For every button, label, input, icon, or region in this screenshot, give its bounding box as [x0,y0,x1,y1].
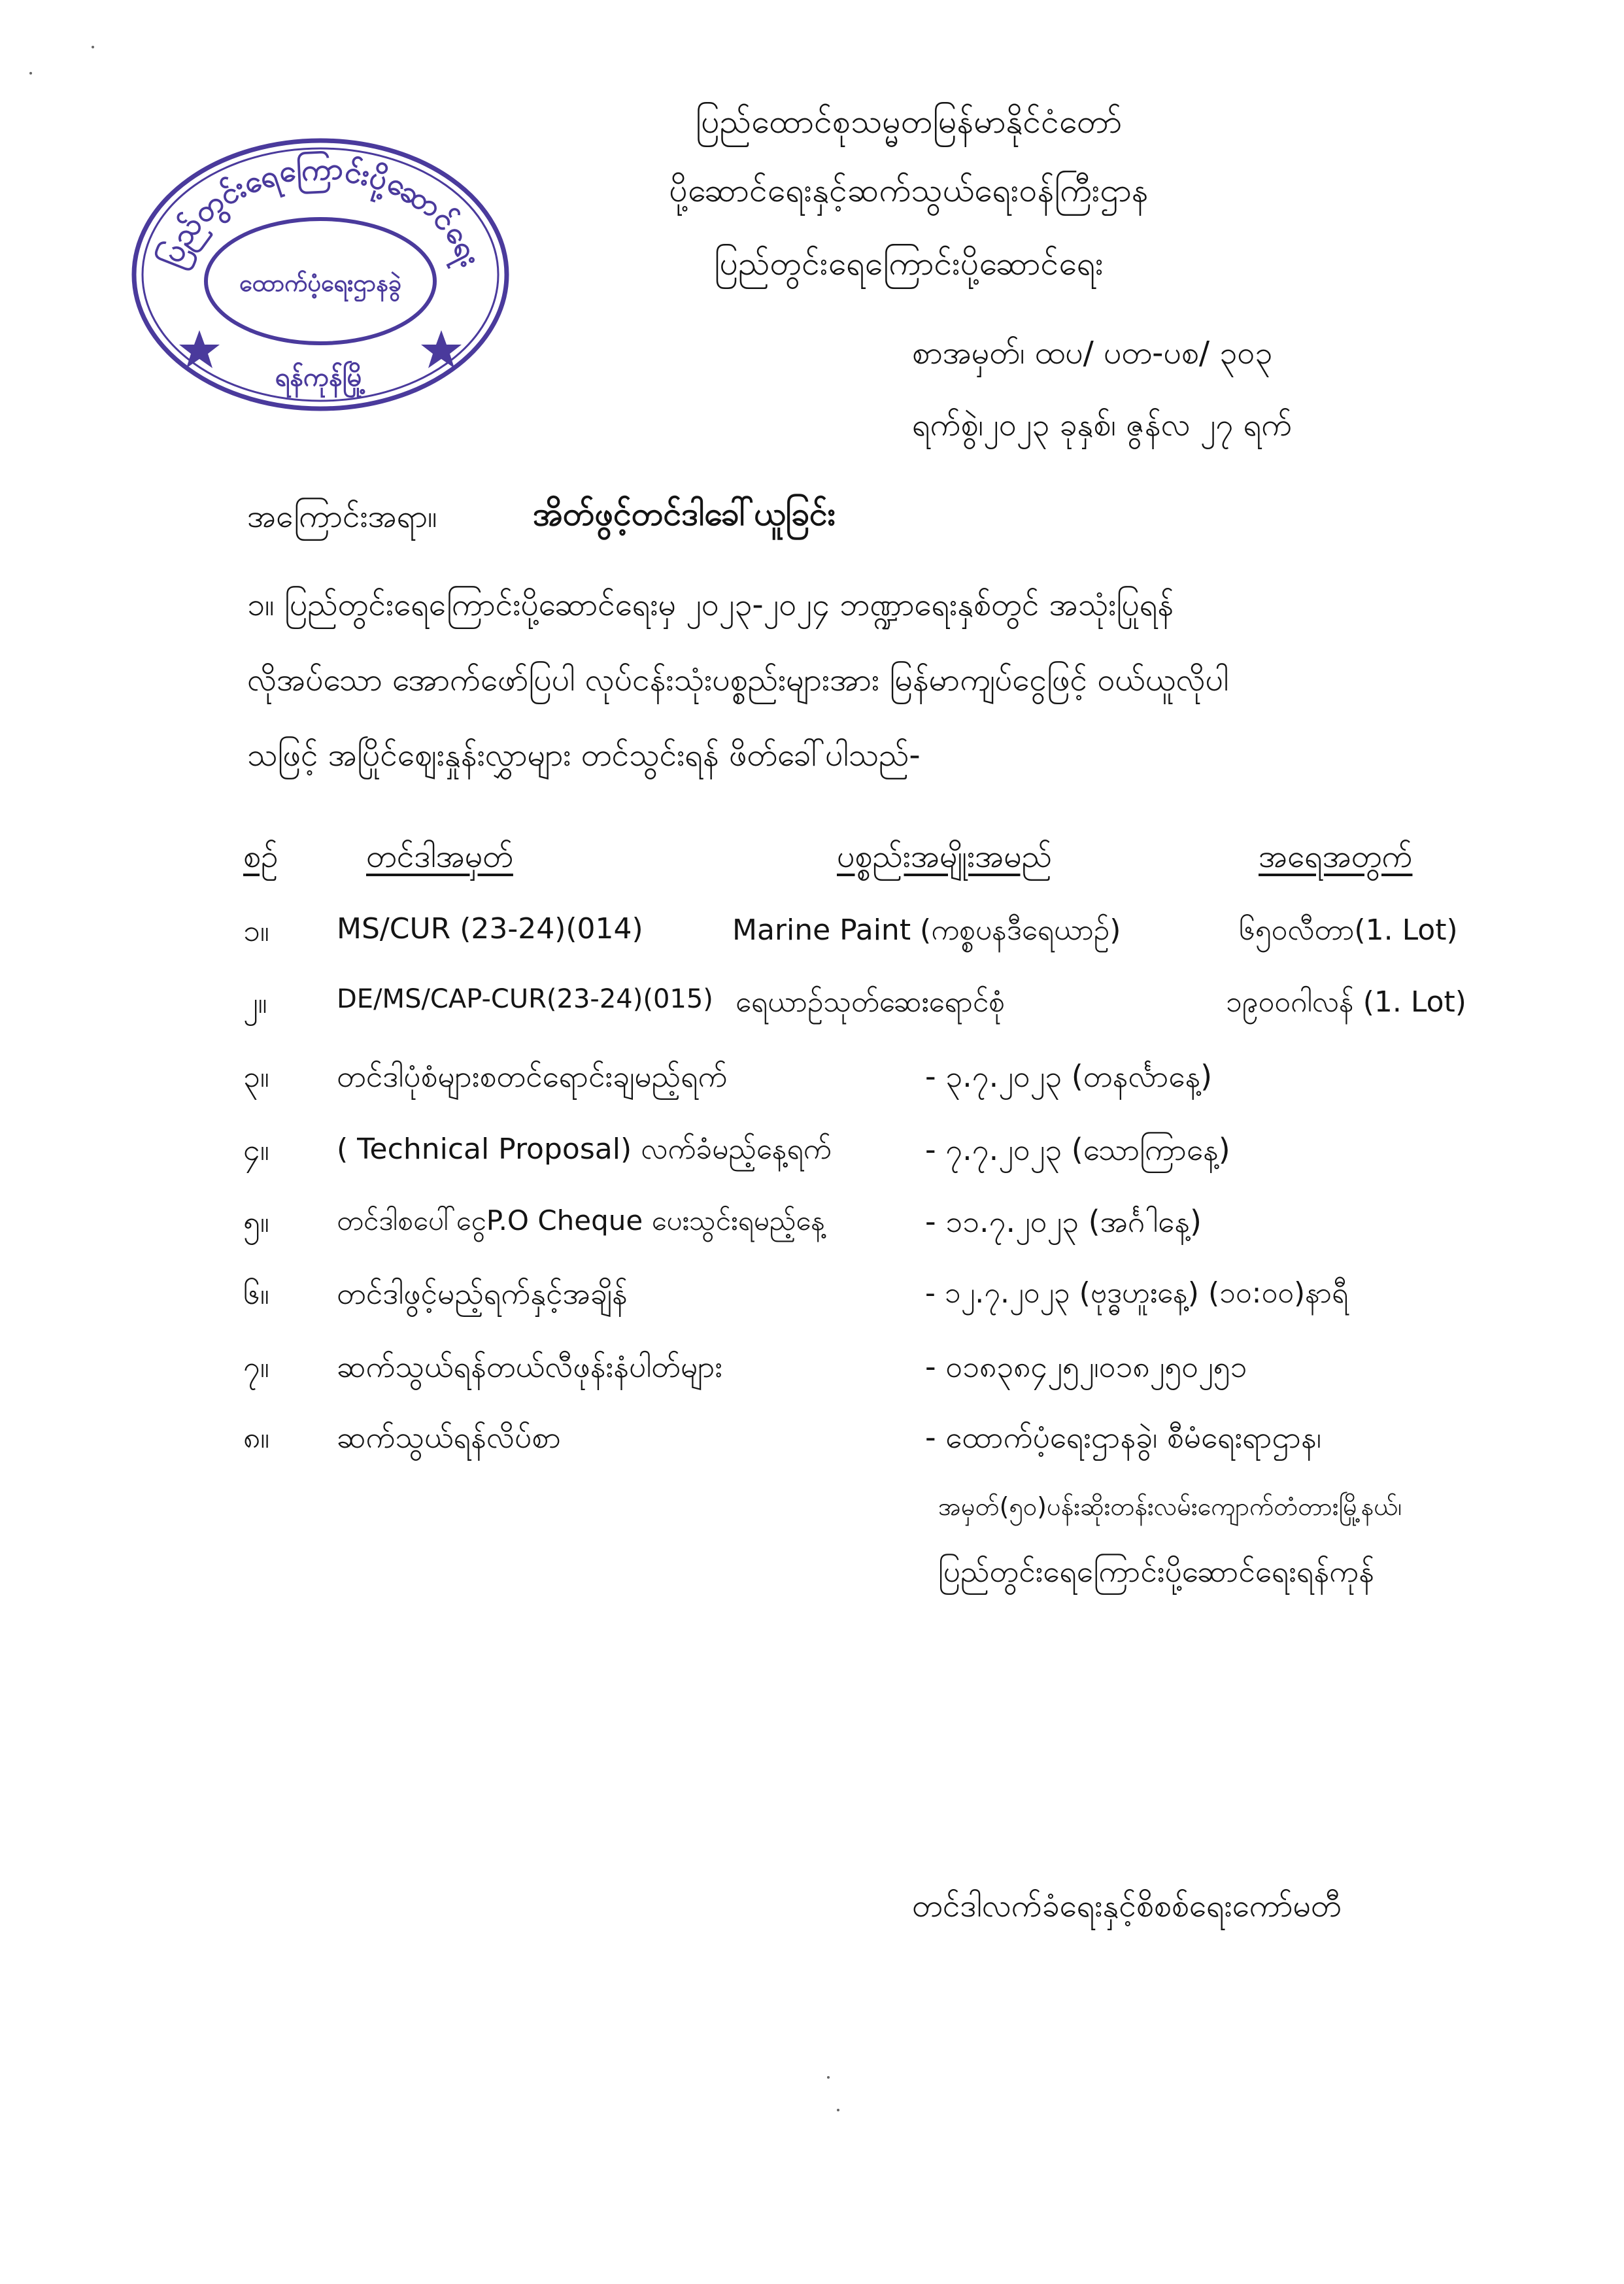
paragraph-line-2: လိုအပ်သော အောက်ဖော်ပြပါ လုပ်ငန်းသုံးပစ္စည်းများအား မြန်မာကျပ်ငွေဖြင့် ဝယ်ယူလိုပါ [247,662,1229,698]
schedule-8-no: ၈။ [243,1420,270,1455]
letter-number: စာအမှတ်၊ ထပ/ ပတ-ပစ/ ၃၀၃ [912,335,1273,371]
item-2-tender-no: DE/MS/CAP-CUR(23-24)(015) [337,984,713,1014]
official-stamp [124,128,516,415]
schedule-3-no: ၃။ [243,1059,269,1094]
schedule-7-label: ဆက်သွယ်ရန်တယ်လီဖုန်းနံပါတ်များ [337,1349,723,1384]
stamp-bottom-text: ရန်ကုန်မြို့ [275,362,366,392]
item-1-no: ၁။ [243,913,269,948]
schedule-6-label: တင်ဒါဖွင့်မည့်ရက်နှင့်အချိန် [337,1276,628,1311]
letter-date: ရက်စွဲ၊၂၀၂၃ ခုနှစ်၊ ဇွန်လ ၂၇ ရက် [912,407,1293,443]
item-2-quantity: ၁၉၀၀ဂါလန် (1. Lot) [1226,985,1466,1019]
item-2-no: ၂။ [243,985,267,1020]
star-icon [421,330,462,368]
column-header-tender-no: တင်ဒါအမှတ် [366,838,513,875]
scan-speck [837,2109,839,2111]
stamp-inner-text: ထောက်ပံ့ရေးဌာနခွဲ [239,270,401,297]
subject-label: အကြောင်းအရာ။ [247,498,437,535]
schedule-4-value: - ၇.၇.၂၀၂၃ (သောကြာနေ့) [925,1132,1230,1167]
item-2-name: ရေယာဉ်သုတ်ဆေးရောင်စုံ [736,985,1006,1019]
schedule-8-value: - ထောက်ပံ့ရေးဌာနခွဲ၊ စီမံရေးရာဌာန၊ [925,1420,1321,1455]
star-icon [179,330,220,368]
scan-speck [29,72,32,75]
schedule-7-value: - ၀၁၈၃၈၄၂၅၂၊၀၁၈၂၅၀၂၅၁ [925,1349,1247,1384]
schedule-5-no: ၅။ [243,1204,269,1239]
schedule-6-value: - ၁၂.၇.၂၀၂၃ (ဗုဒ္ဓဟူးနေ့) (၁၀:၀၀)နာရီ [925,1276,1349,1310]
schedule-7-no: ၇။ [243,1349,269,1384]
paragraph-line-3: သဖြင့် အပြိုင်ဈေးနှုန်းလွှာများ တင်သွင်းရန် ဖိတ်ခေါ်ပါသည်- [247,737,921,774]
column-header-item-name: ပစ္စည်းအမျိုးအမည် [837,838,1053,875]
item-1-quantity: ၆၅၀လီတာ(1. Lot) [1239,913,1458,947]
schedule-3-label: တင်ဒါပုံစံများစတင်ရောင်းချမည့်ရက် [337,1059,728,1094]
header-line-2: ပို့ဆောင်ရေးနှင့်ဆက်သွယ်ရေးဝန်ကြီးဌာန [669,171,1149,209]
address-line-2: အမှတ်(၅၀)ပန်းဆိုးတန်းလမ်းကျောက်တံတားမြို့နယ်၊ [938,1492,1402,1521]
schedule-5-value: - ၁၁.၇.၂၀၂၃ (အင်္ဂါနေ့) [925,1204,1202,1239]
item-1-tender-no: MS/CUR (23-24)(014) [337,912,643,946]
paragraph-line-1: ၁။ ပြည်တွင်းရေကြောင်းပို့ဆောင်ရေးမှ ၂၀၂၃-၂၀၂၄ ဘဏ္ဍာရေးနှစ်တွင် အသုံးပြုရန် [247,587,1174,623]
schedule-6-no: ၆။ [243,1276,269,1311]
stamp-outer-text: ပြည်တွင်းရေကြောင်းပို့ဆောင်ရေး [152,150,489,272]
committee-signature: တင်ဒါလက်ခံရေးနှင့်စိစစ်ရေးကော်မတီ [912,1888,1342,1924]
address-line-3: ပြည်တွင်းရေကြောင်းပို့ဆောင်ရေးရန်ကုန် [938,1554,1374,1589]
schedule-3-value: - ၃.၇.၂၀၂၃ (တနင်္လာနေ့) [925,1059,1213,1094]
schedule-5-label: တင်ဒါစပေါ်ငွေP.O Cheque ပေးသွင်းရမည့်နေ့ [337,1204,825,1236]
column-header-quantity: အရေအတွက် [1259,838,1413,875]
schedule-4-label: ( Technical Proposal) လက်ခံမည့်နေ့ရက် [337,1133,832,1166]
scan-speck [827,2076,830,2079]
schedule-8-label: ဆက်သွယ်ရန်လိပ်စာ [337,1420,561,1455]
header-line-1: ပြည်ထောင်စုသမ္မတမြန်မာနိုင်ငံတော် [695,103,1123,141]
subject-title: အိတ်ဖွင့်တင်ဒါခေါ်ယူခြင်း [533,495,836,533]
item-1-name: Marine Paint (ကစ္စပနဒီရေယာဉ်) [732,913,1121,947]
scan-speck [92,46,94,48]
header-line-3: ပြည်တွင်းရေကြောင်းပို့ဆောင်ရေး [714,245,1104,282]
column-header-no: စဉ် [243,838,279,875]
schedule-4-no: ၄။ [243,1132,269,1167]
